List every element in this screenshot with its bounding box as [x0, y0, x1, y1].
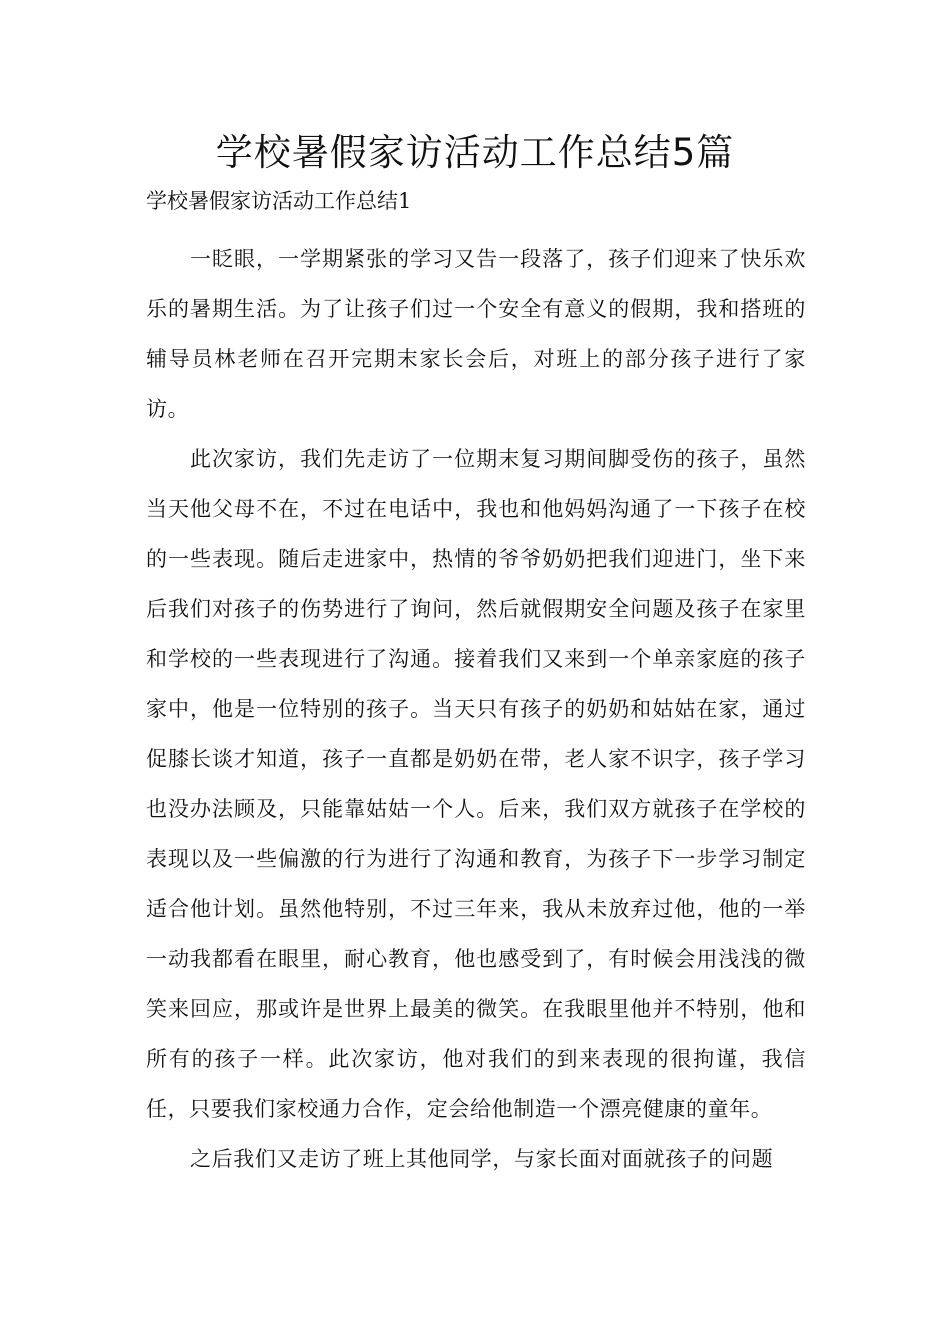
document-body: [146, 186, 806, 1184]
paragraph-1: 一眨眼，一学期紧张的学习又告一段落了，孩子们迎来了快乐欢乐的暑期生活。为了让孩子们过一个安全有意义的假期，我和搭班的辅导员林老师在召开完期末家长会后，对班上的部分孩子进行了家访。: [146, 247, 806, 421]
document-title: 学校暑假家访活动工作总结5篇: [215, 131, 735, 174]
paragraph-3: 之后我们又走访了班上其他同学，与家长面对面就孩子的问题: [190, 1147, 774, 1171]
section-heading: 学校暑假家访活动工作总结1: [146, 189, 412, 213]
paragraph-2: 此次家访，我们先走访了一位期末复习期间脚受伤的孩子，虽然当天他父母不在，不过在电话中，我也和他妈妈沟通了一下孩子在校的一些表现。随后走进家中，热情的爷爷奶奶把我们迎进门，坐下来后我们对孩子的伤势进行了询问，然后就假期安全问题及孩子在家里和学校的一些表现进行了沟通。接着我们又来到一个单亲家庭的孩子家中，他是一位特别的孩子。当天只有孩子的奶奶和姑姑在家，通过促膝长谈才知道，孩子一直都是奶奶在带，老人家不识字，孩子学习也没办法顾及，只能靠姑姑一个人。后来，我们双方就孩子在学校的表现以及一些偏激的行为进行了沟通和教育，为孩子下一步学习制定适合他计划。虽然他特别，不过三年来，我从未放弃过他，他的一举一动我都看在眼里，耐心教育，他也感受到了，有时候会用浅浅的微笑来回应，那或许是世界上最美的微笑。在我眼里他并不特别，他和所有的孩子一样。此次家访，他对我们的到来表现的很拘谨，我信任，只要我们家校通力合作，定会给他制造一个漂亮健康的童年。: [146, 447, 806, 1121]
